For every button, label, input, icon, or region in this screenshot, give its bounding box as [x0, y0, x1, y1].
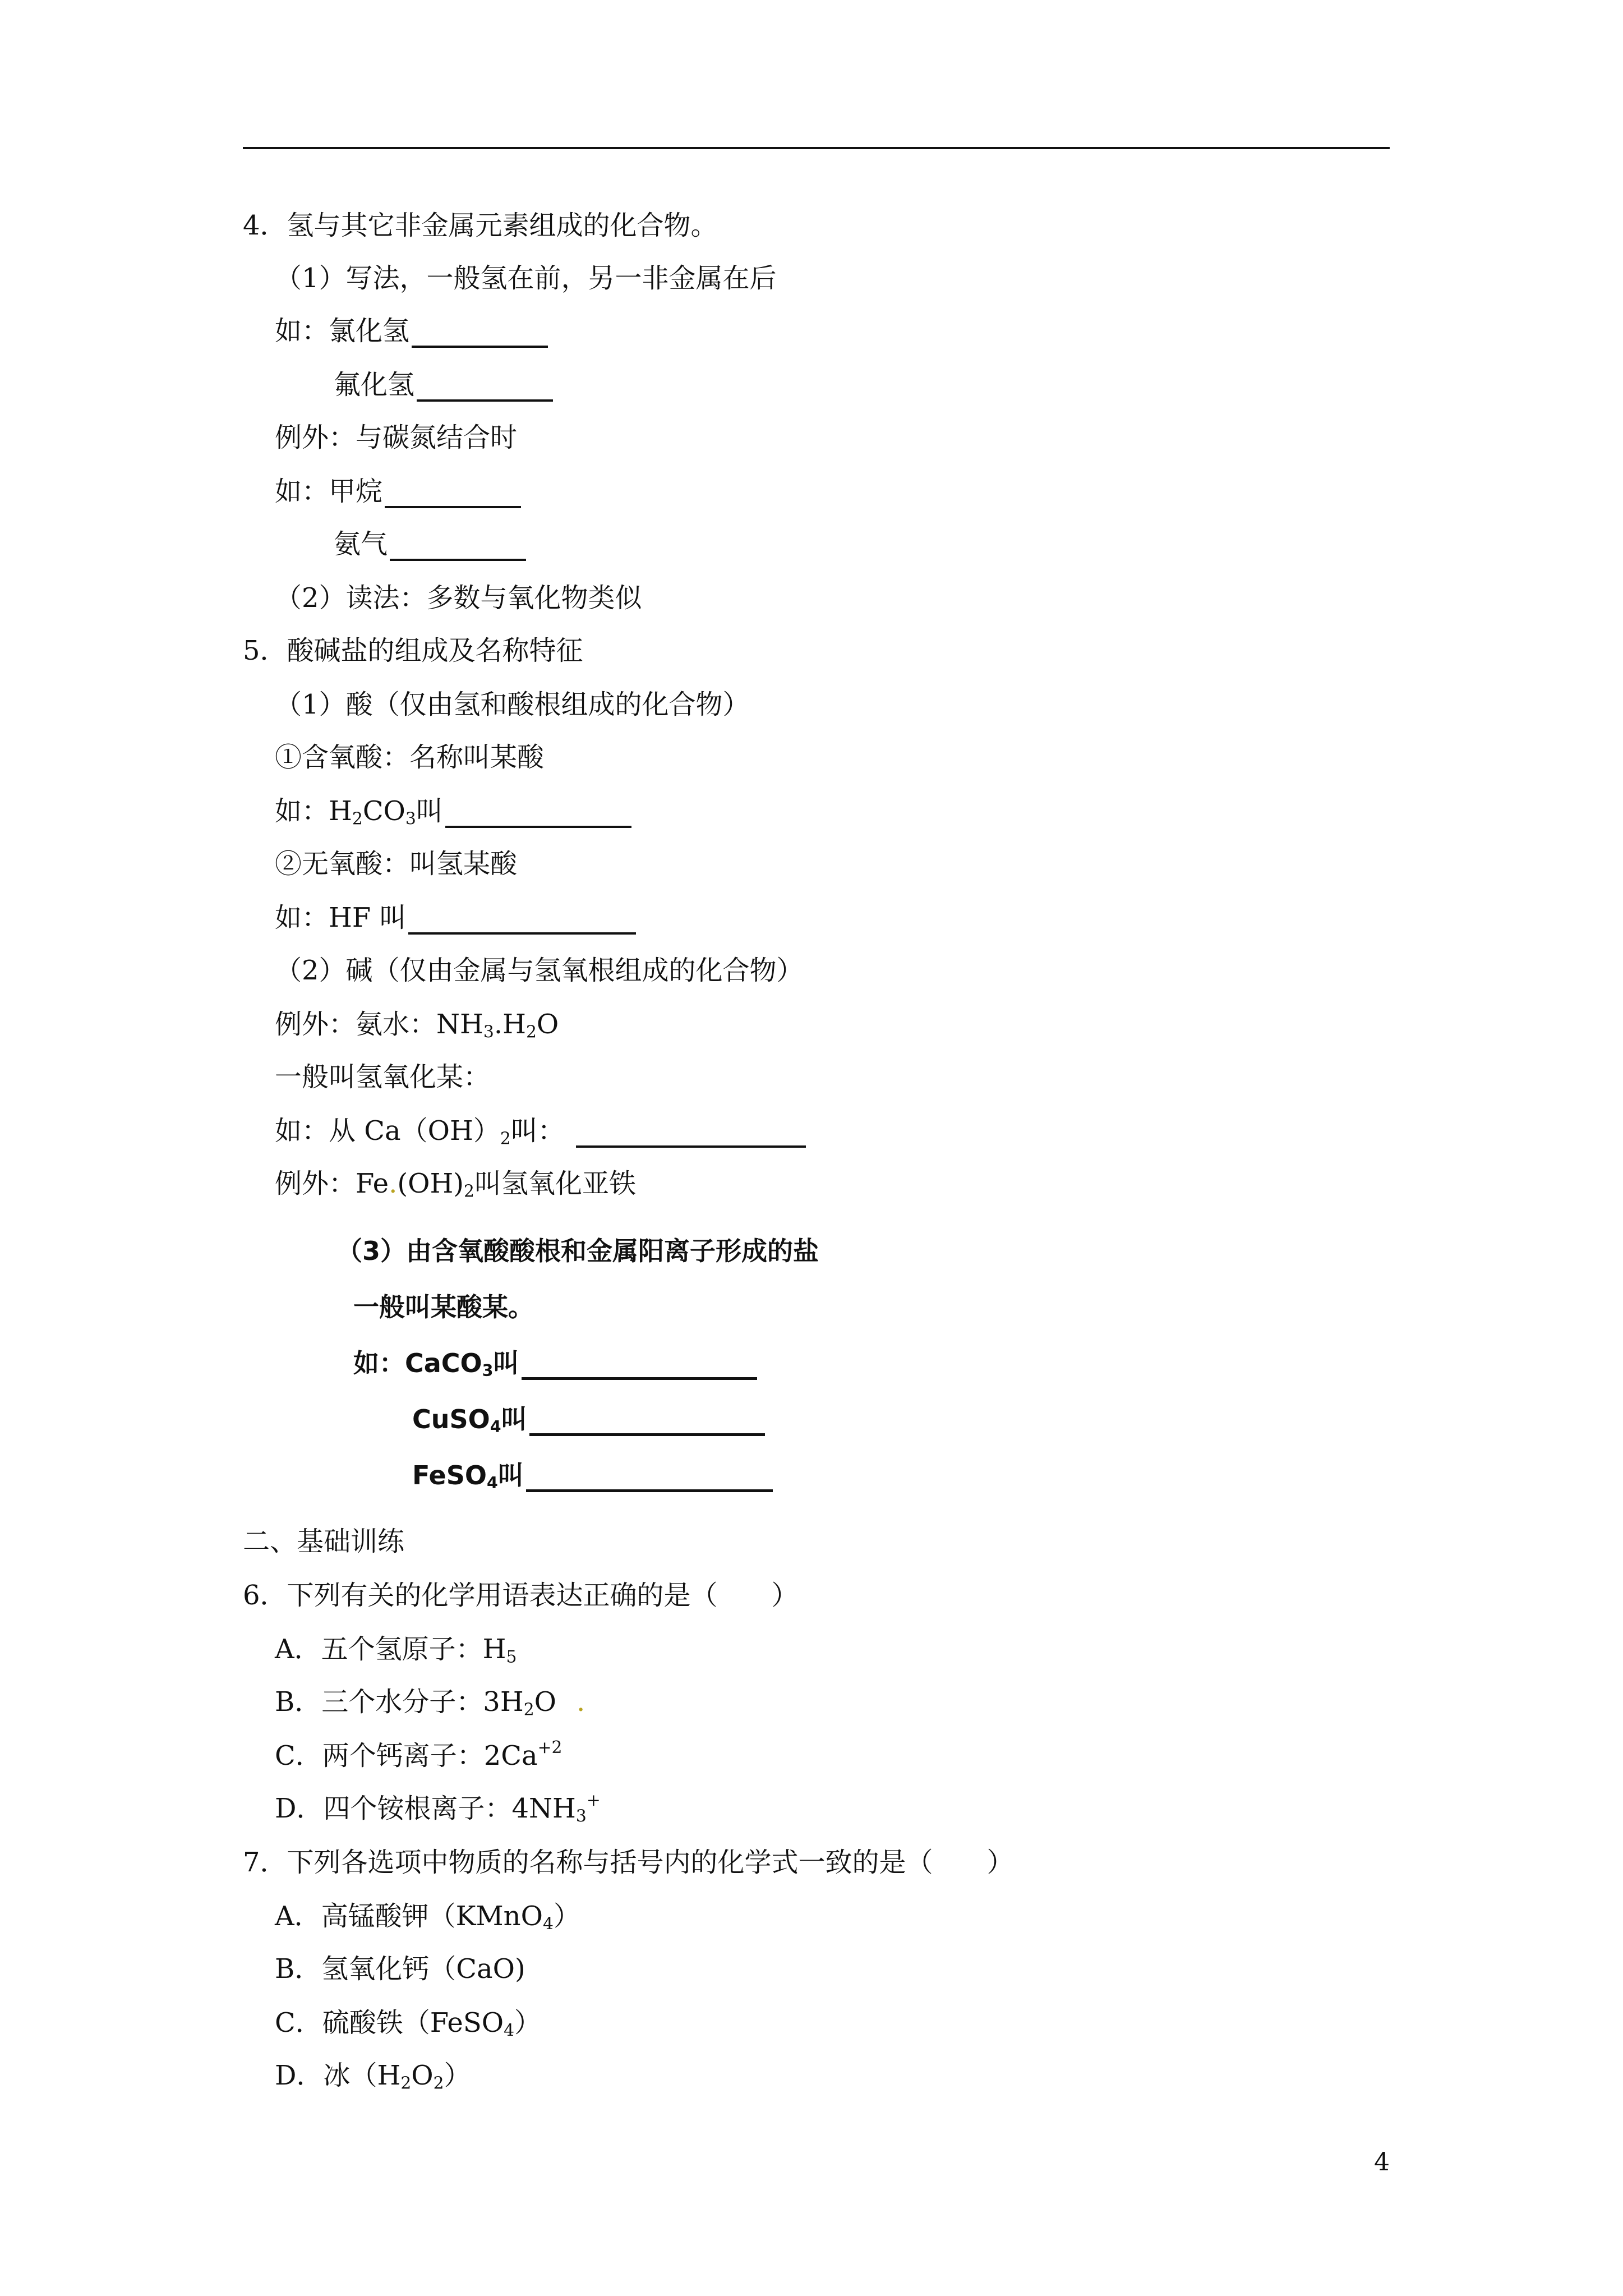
acid-definition: （1）酸（仅由氢和酸根组成的化合物）	[275, 689, 750, 720]
answer-blank[interactable]	[576, 1117, 806, 1148]
question-7-stem: 7．下列各选项中物质的名称与括号内的化学式一致的是（ ）	[243, 1847, 1014, 1878]
example-hf-acid: 如：HF 叫	[275, 901, 636, 935]
answer-blank[interactable]	[445, 798, 631, 828]
section-5-title: 5．酸碱盐的组成及名称特征	[243, 635, 583, 666]
example-caco3: 如：CaCO$_3$叫	[353, 1346, 757, 1380]
question-7-option-c[interactable]: C．硫酸铁（FeSO$_4$）	[275, 2007, 542, 2041]
answer-blank[interactable]	[529, 1405, 765, 1436]
answer-blank[interactable]	[408, 904, 636, 935]
salt-naming-rule: 一般叫某酸某。	[353, 1292, 534, 1322]
answer-blank[interactable]	[412, 318, 548, 348]
example-hf: 氟化氢	[334, 368, 553, 402]
example-caoh2: 如：从 $Ca(OH)_2$叫：	[275, 1114, 806, 1148]
question-7-option-a[interactable]: A．高锰酸钾（KMnO$_4$）	[275, 1901, 580, 1934]
answer-blank[interactable]	[390, 531, 526, 561]
salt-title: （3）由含氧酸酸根和金属阳离子形成的盐	[336, 1236, 819, 1266]
question-6-option-b[interactable]: B．三个水分子：$3H_2O$ .	[275, 1686, 585, 1720]
answer-blank[interactable]	[385, 478, 521, 508]
example-cuso4: CuSO$_4$叫	[412, 1402, 765, 1436]
example-methane: 如：甲烷	[275, 475, 521, 508]
oxyacid-rule: ①含氧酸：名称叫某酸	[275, 742, 545, 773]
question-7-option-b[interactable]: B．氢氧化钙（CaO)	[275, 1953, 525, 1985]
question-6-option-c[interactable]: C．两个钙离子：$2Ca^{+2}$	[275, 1738, 562, 1772]
answer-blank[interactable]	[417, 371, 553, 402]
feoh2-exception: 例外：$Fe.(OH)_2$叫氢氧化亚铁	[275, 1168, 636, 1202]
answer-blank[interactable]	[522, 1349, 757, 1380]
example-ammonia: 氨气	[334, 527, 526, 561]
exception-note: 例外：与碳氮结合时	[275, 422, 518, 453]
question-7-option-d[interactable]: D．冰$(H_2O_2)$	[275, 2060, 471, 2093]
example-hcl: 如：氯化氢	[275, 314, 548, 348]
section-4-reading-rule: （2）读法：多数与氧化物类似	[275, 582, 642, 614]
example-feso4: FeSO$_4$叫	[412, 1458, 773, 1492]
question-6-stem: 6．下列有关的化学用语表达正确的是（ ）	[243, 1580, 799, 1611]
base-exception: 例外：氨水：$NH_3.H_2O$	[275, 1009, 559, 1042]
section-4-title: 4．氢与其它非金属元素组成的化合物。	[243, 210, 718, 241]
part-2-title: 二、基础训练	[243, 1526, 405, 1557]
base-definition: （2）碱（仅由金属与氢氧根组成的化合物）	[275, 955, 804, 986]
nonoxyacid-rule: ②无氧酸：叫氢某酸	[275, 848, 518, 880]
section-4-writing-rule: （1）写法，一般氢在前，另一非金属在后	[275, 263, 777, 294]
example-h2co3: 如：$H_2CO_3$叫	[275, 794, 631, 828]
base-naming-rule: 一般叫氢氧化某：	[275, 1061, 491, 1093]
question-6-option-a[interactable]: A．五个氢原子：$H_5$	[275, 1634, 517, 1667]
question-6-option-d[interactable]: D．四个铵根离子：$4NH_3^+$	[275, 1791, 601, 1826]
header-rule	[243, 147, 1390, 149]
answer-blank[interactable]	[526, 1461, 773, 1492]
page-number: 4	[1374, 2148, 1390, 2177]
